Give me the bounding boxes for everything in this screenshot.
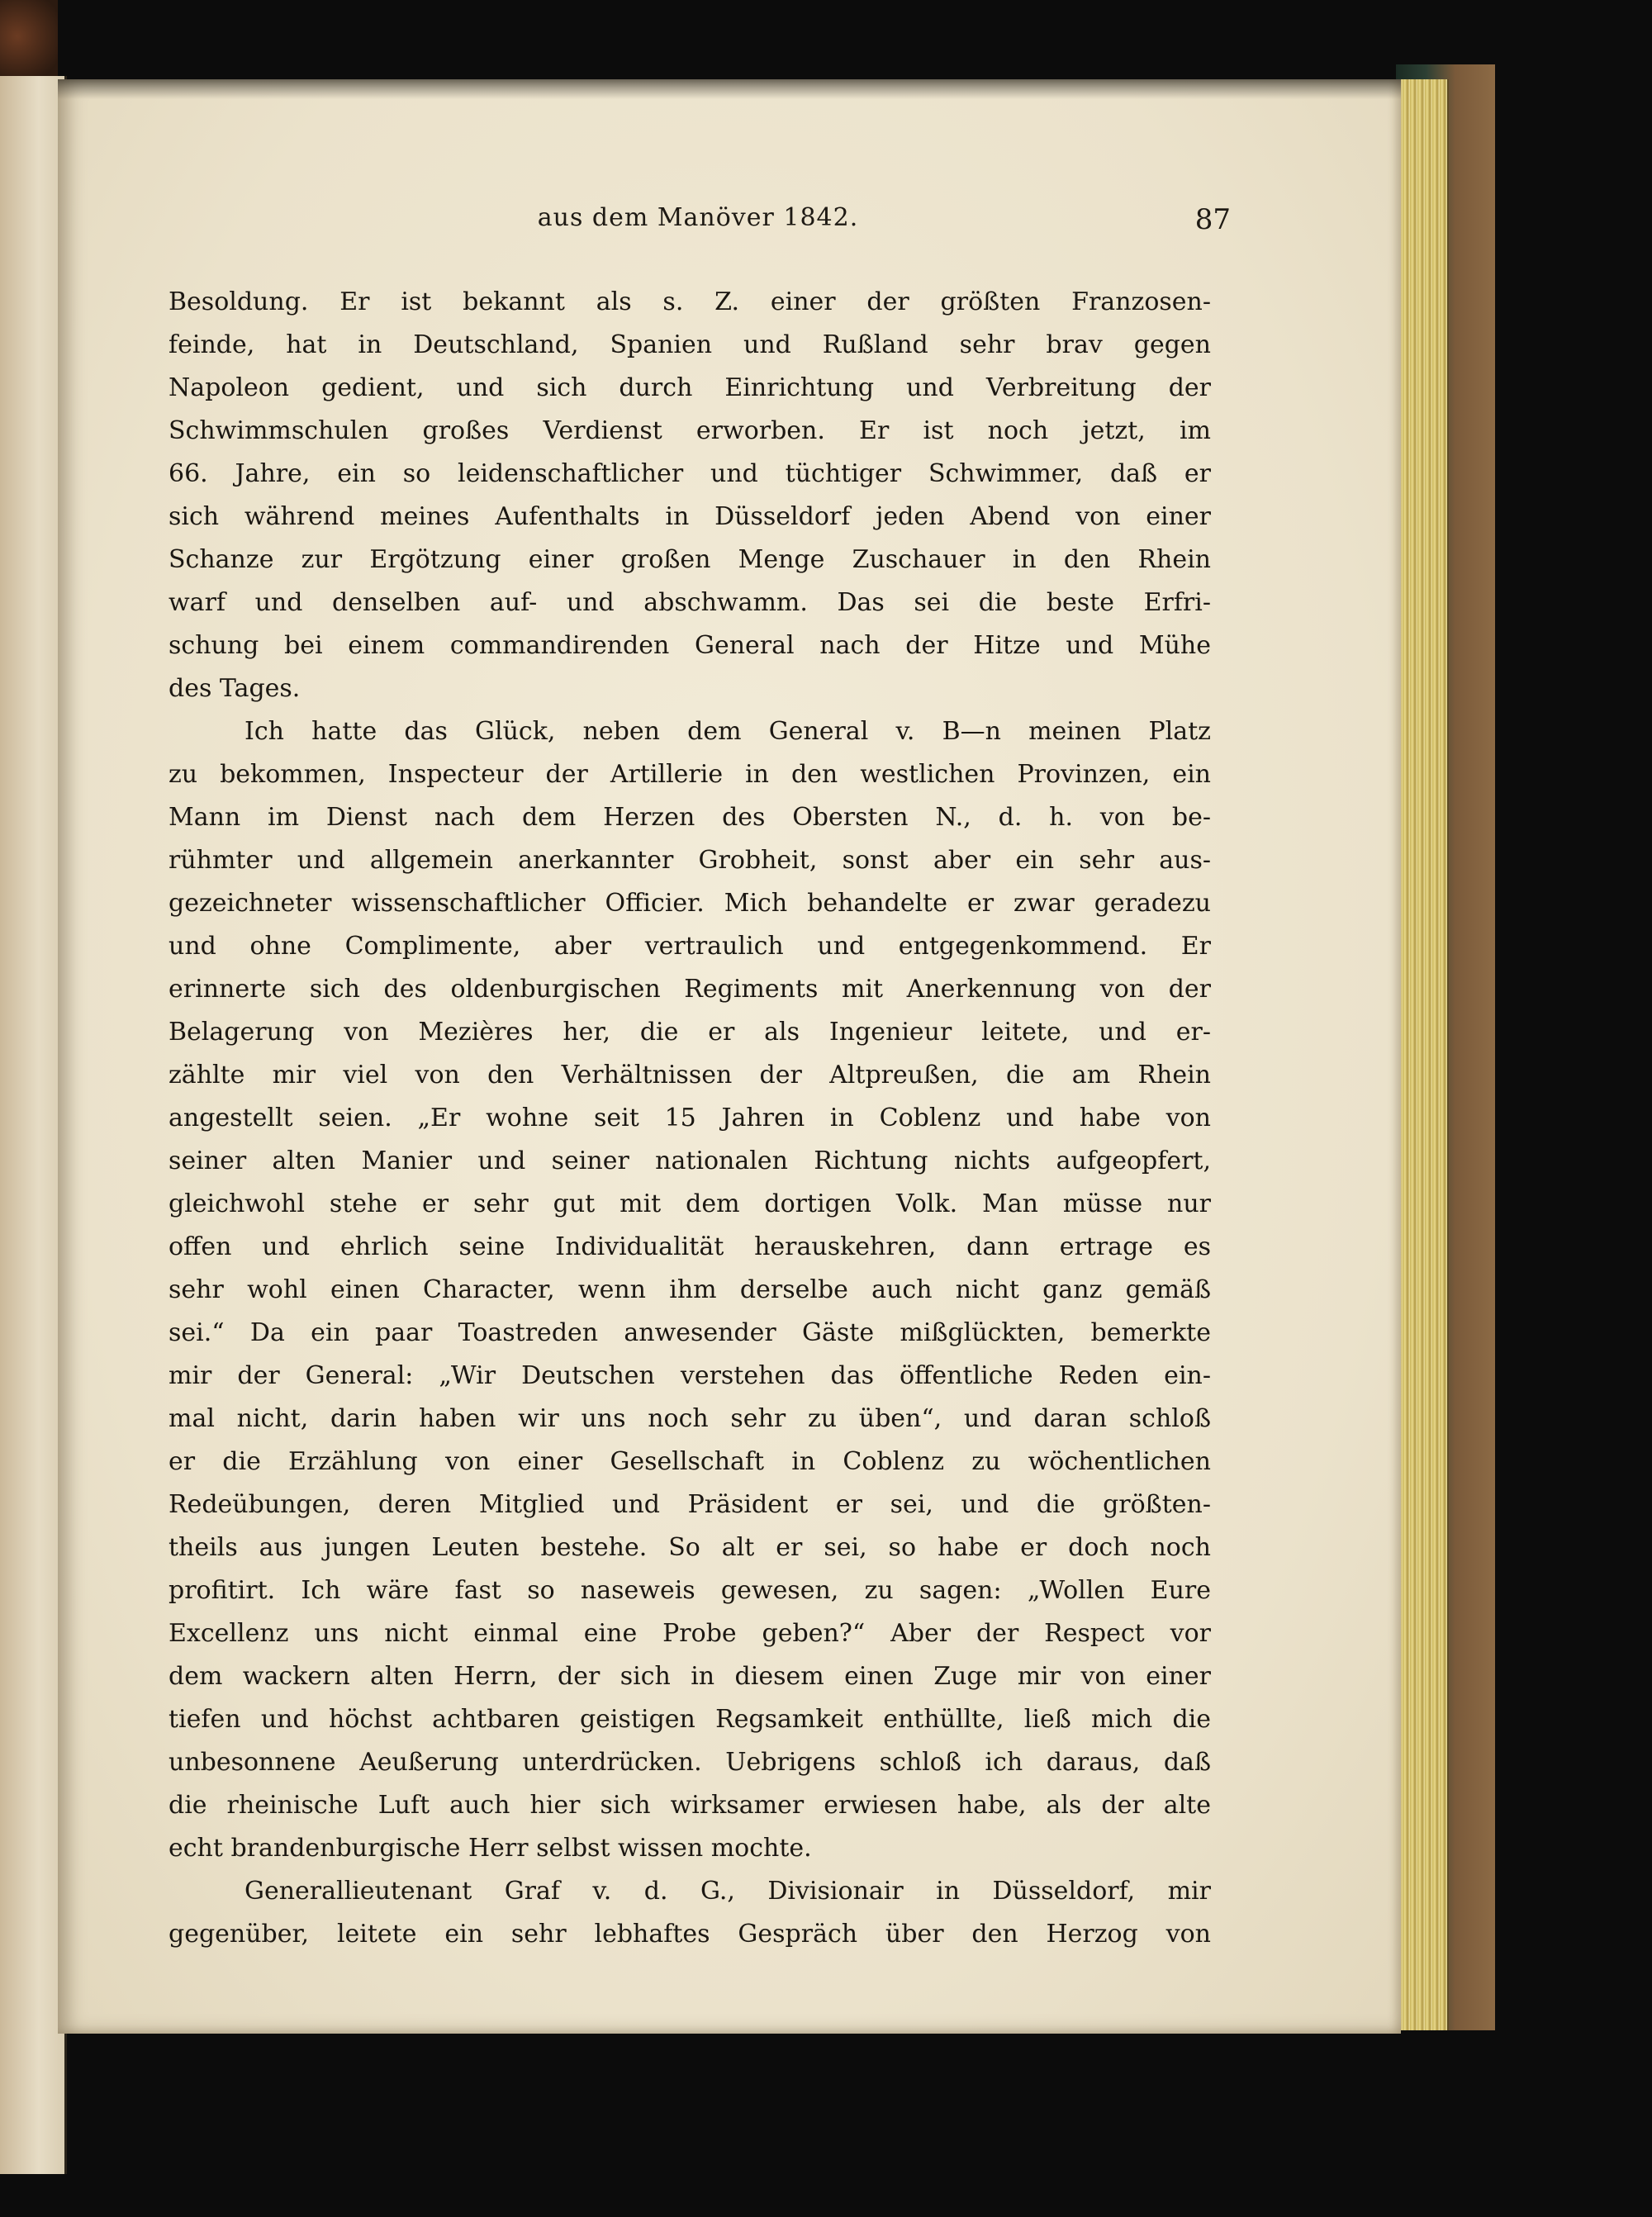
text-line: unbesonnene Aeußerung unterdrücken. Uebrigens schloß ich daraus, daß (169, 1748, 1211, 1777)
text-line: Napoleon gedient, und sich durch Einrichtung und Verbreitung der (169, 373, 1211, 402)
text-line: Ich hatte das Glück, neben dem General v. B—n meinen Platz (244, 717, 1211, 746)
text-line: zählte mir viel von den Verhältnissen der Altpreußen, die am Rhein (169, 1061, 1211, 1090)
text-line: dem wackern alten Herrn, der sich in diesem einen Zuge mir von einer (169, 1662, 1211, 1691)
text-line: warf und denselben auf- und abschwamm. Das sei die beste Erfri- (169, 588, 1211, 617)
text-line: Generallieutenant Graf v. d. G., Divisionair in Düsseldorf, mir (244, 1877, 1211, 1906)
text-line: schung bei einem commandirenden General nach der Hitze und Mühe (169, 631, 1211, 660)
text-line: mal nicht, darin haben wir uns noch sehr zu üben“, und daran schloß (169, 1404, 1211, 1433)
text-line: tiefen und höchst achtbaren geistigen Regsamkeit enthüllte, ließ mich die (169, 1705, 1211, 1734)
running-title: aus dem Manöver 1842. (537, 203, 859, 232)
text-line: gegenüber, leitete ein sehr lebhaftes Gespräch über den Herzog von (169, 1920, 1211, 1949)
text-line: profitirt. Ich wäre fast so naseweis gewesen, zu sagen: „Wollen Eure (169, 1576, 1211, 1605)
text-line: Redeübungen, deren Mitglied und Präsident er sei, und die größten- (169, 1490, 1211, 1519)
text-line: gleichwohl stehe er sehr gut mit dem dortigen Volk. Man müsse nur (169, 1189, 1211, 1218)
body-text (169, 281, 1211, 1956)
text-line: mir der General: „Wir Deutschen verstehen das öffentliche Reden ein- (169, 1361, 1211, 1390)
text-line: des Tages. (169, 674, 301, 703)
previous-page-edge (0, 76, 67, 2174)
text-line: zu bekommen, Inspecteur der Artillerie in den westlichen Provinzen, ein (169, 760, 1211, 789)
text-line: erinnerte sich des oldenburgischen Regiments mit Anerkennung von der (169, 975, 1211, 1004)
page-top-shadow (58, 79, 1401, 99)
text-line: und ohne Complimente, aber vertraulich und entgegenkommend. Er (169, 932, 1211, 961)
text-line: 66. Jahre, ein so leidenschaftlicher und tüchtiger Schwimmer, daß er (169, 459, 1211, 488)
text-line: die rheinische Luft auch hier sich wirksamer erwiesen habe, als der alte (169, 1791, 1211, 1820)
text-line: seiner alten Manier und seiner nationalen Richtung nichts aufgeopfert, (169, 1146, 1211, 1175)
text-line: sei.“ Da ein paar Toastreden anwesender Gäste mißglückten, bemerkte (169, 1318, 1211, 1347)
text-line: Belagerung von Mezières her, die er als Ingenieur leitete, und er- (169, 1018, 1211, 1047)
running-header (165, 203, 1231, 240)
text-line: sehr wohl einen Character, wenn ihm derselbe auch nicht ganz gemäß (169, 1275, 1211, 1304)
text-line: gezeichneter wissenschaftlicher Officier. Mich behandelte er zwar geradezu (169, 889, 1211, 918)
text-line: feinde, hat in Deutschland, Spanien und Rußland sehr brav gegen (169, 330, 1211, 359)
text-line: angestellt seien. „Er wohne seit 15 Jahren in Coblenz und habe von (169, 1104, 1211, 1132)
text-line: theils aus jungen Leuten bestehe. So alt er sei, so habe er doch noch (169, 1533, 1211, 1562)
text-line: rühmter und allgemein anerkannter Grobheit, sonst aber ein sehr aus- (169, 846, 1211, 875)
text-line: sich während meines Aufenthalts in Düsseldorf jeden Abend von einer (169, 502, 1211, 531)
text-line: Mann im Dienst nach dem Herzen des Obersten N., d. h. von be- (169, 803, 1211, 832)
page-number: 87 (1194, 203, 1231, 236)
text-line: Schwimmschulen großes Verdienst erworben. Er ist noch jetzt, im (169, 416, 1211, 445)
text-line: er die Erzählung von einer Gesellschaft in Coblenz zu wöchentlichen (169, 1447, 1211, 1476)
text-line: Schanze zur Ergötzung einer großen Menge Zuschauer in den Rhein (169, 545, 1211, 574)
text-line: echt brandenburgische Herr selbst wissen mochte. (169, 1834, 812, 1863)
text-line: offen und ehrlich seine Individualität herauskehren, dann ertrage es (169, 1232, 1211, 1261)
text-line: Besoldung. Er ist bekannt als s. Z. einer der größten Franzosen- (169, 287, 1211, 316)
text-line: Excellenz uns nicht einmal eine Probe geben?“ Aber der Respect vor (169, 1619, 1211, 1648)
